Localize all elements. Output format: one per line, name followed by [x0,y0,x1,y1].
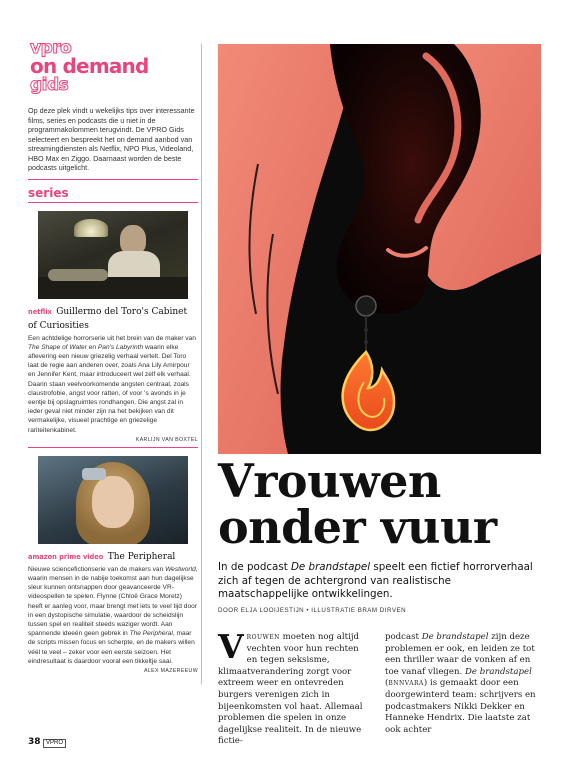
on-demand-sidebar [28,40,198,684]
article-lead [218,561,541,602]
logo-line-gids: gids [30,75,69,95]
column-text: moeten nog altijd vechten voor hun rechten en tegen seksisme, klimaatverandering zorgt voor extreem weer en ontevreden burgers verenigen zich in bijeenkomsten vol haat. Allemaal problemen die spelen in onze dagelijkse realiteit. In de nieuwe fictie- [218,632,363,747]
review-text-part: , maar de scripts missen focus en scherpte, en de makers willen véél te veel – zeker voor een eerste seizoen. Het eindresultaat is daardoor vooral een tikkeltje saai. [28,630,195,665]
review-text-part: Nieuwe sciencefictionserie van de makers van [28,565,166,573]
review-text-italic: Pan's Labyrinth [97,343,144,351]
column-text: zijn deze problemen er ook, en leiden ze tot een thriller waar de vonken af en toe vanaf vliegen. [385,632,535,677]
review-heading [28,549,198,563]
review-text-part: en [86,343,98,351]
lamp-shape [74,219,108,237]
column-text-italic: De brandstapel [421,632,489,642]
the-peripheral-still [38,456,188,544]
review-text-italic: Westworld [165,565,196,573]
column-text: ( [385,678,389,689]
headline-line: Vrouwen [218,454,441,508]
lead-text-part: speelt een fictief horrorverhaal zich af tegen de achtergrond van realistische maatschappelijke ontwikkelingen. [218,561,533,600]
sidebar-intro: Op deze plek vindt u wekelijks tips over interessante films, series en podcasts die u niet in de programmakolommen terugvindt. De VPRO Gids selecteert en bespreekt het on demand aanbod van streamingdiensten als Netflix, NPO Plus, Videoland, HBO Max en Ziggo. Daarnaast worden de beste podcasts uitgelicht. [28,106,198,180]
review-text-part: , waarin mensen in de nabije toekomst aan hun dagelijkse sleur kunnen ontsnappen door geavanceerde VR-videospellen te spelen. Flynne (Chloë Grace Moretz) heeft er aanleg voor, maar brengt met iets te veel tijd door in een dystopische simulatie, waardoor de scheidslijn tussen spel en realiteit steeds waziger wordt. Aan spannende ideeën geen gebrek in [28,565,198,638]
review-credit: KARLIJN VAN BOXTEL [28,437,198,448]
ear-with-flame-earring-svg [218,44,541,454]
review-text [28,565,198,666]
sidebar-divider-line [201,44,202,684]
service-label: amazon prime video [28,552,104,561]
opening-small-caps: rouwen [246,632,280,642]
vpro-on-demand-logo [28,40,198,100]
section-title-series: series [28,186,198,203]
ear-illustration [218,44,541,454]
column-small-caps: bnnvara [388,678,424,689]
review-credit: ALEX MAZEREEUW [143,667,198,674]
article-column-1 [218,627,370,748]
review-text-italic: The Shape of Water [28,343,87,351]
review-heading [28,304,198,332]
review-title: The Peripheral [107,551,176,562]
review-title: Guillermo del Toro's Cabinet of Curiosities [28,306,188,331]
review-text [28,334,198,435]
page-number: 38 [28,737,41,747]
lead-text-part: In de podcast [218,561,291,573]
logo-line-on-demand: on demand [30,54,149,78]
column-text: ) is gemaakt door een doorgewinterd team: schrijvers en podcastmakers Nikki Dekker en Hanneke Hendrix. Die laatste zat ook achter [385,678,536,735]
article-column-2 [385,632,541,736]
chain-bead [364,328,368,332]
review-text-part: Een achtdelige horrorserie uit het brein van de maker van [28,334,196,342]
column-text-italic: De brandstapel [465,666,532,677]
article-byline: DOOR ELJA LOOIJESTIJN • ILLUSTRATIE BRAM DIRVEN [218,607,407,614]
earring-stud-icon [356,296,376,316]
magazine-logo: VPRO [43,739,66,748]
service-label: netflix [28,307,52,316]
cabinet-of-curiosities-still [38,211,188,299]
review-text-part: waarin elke aflevering een nieuw griezelig verhaal vertelt. Del Toro laat de regie aan anderen over, zoals Ana Lily Amirpour en Jennifer Kent, maar introduceert wel zelf elk verhaal. Daarin staan veelvoorkomende angsten centraal, zoals claustrofobie, angst voor ratten, of voor 's avonds in je eentje bij opslagruimtes rondhangen. Die angst zal in ieder geval niet minder zijn na het bekijken van dit vermakelijke, visueel prachtige en griezelige rariteitenkabinet. [28,343,191,434]
article-headline [218,454,541,554]
lead-text-italic: De brandstapel [291,561,371,573]
review-text-italic: The Peripheral [129,630,173,638]
face-shape [92,476,134,528]
headset-device-shape [82,468,106,480]
headline-line: onder vuur [218,500,497,554]
column-text: podcast [385,632,422,642]
drop-cap: V [218,627,244,666]
chain-bead [364,340,368,344]
logo-line-vpro: vpro [30,38,72,58]
body-on-table-shape [48,269,108,281]
